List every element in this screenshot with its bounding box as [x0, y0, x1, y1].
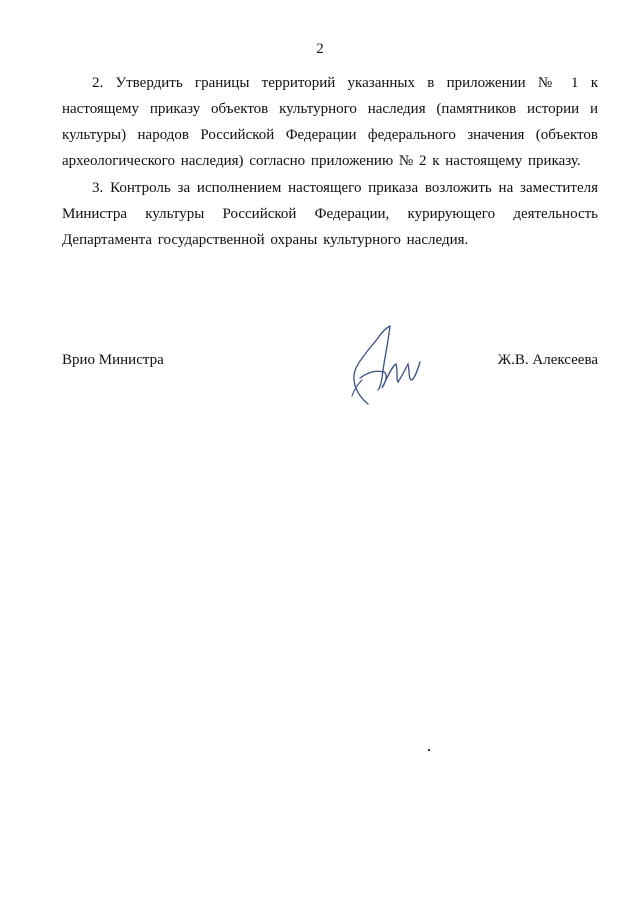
handwritten-signature: [332, 320, 422, 406]
paragraph-control: 3. Контроль за исполнением настоящего приказа возложить на заместителя Министра культуры Российской Федерации, курирующего деятельность Департамента государственной охраны культурного наследия.: [62, 180, 598, 248]
document-body: [62, 70, 598, 254]
signature-block: [62, 352, 598, 382]
signer-name: Ж.В. Алексеева: [497, 352, 598, 368]
signer-title: Врио Министра: [62, 352, 164, 368]
scan-speck: [428, 749, 430, 751]
paragraph-boundaries: 2. Утвердить границы территорий указанных в приложении № 1 к настоящему приказу объектов культурного наследия (памятников истории и культуры) народов Российской Федерации федерального значения (объектов археологического наследия) согласно приложению № 2 к настоящему приказу.: [62, 75, 598, 169]
page-number: 2: [316, 41, 324, 57]
